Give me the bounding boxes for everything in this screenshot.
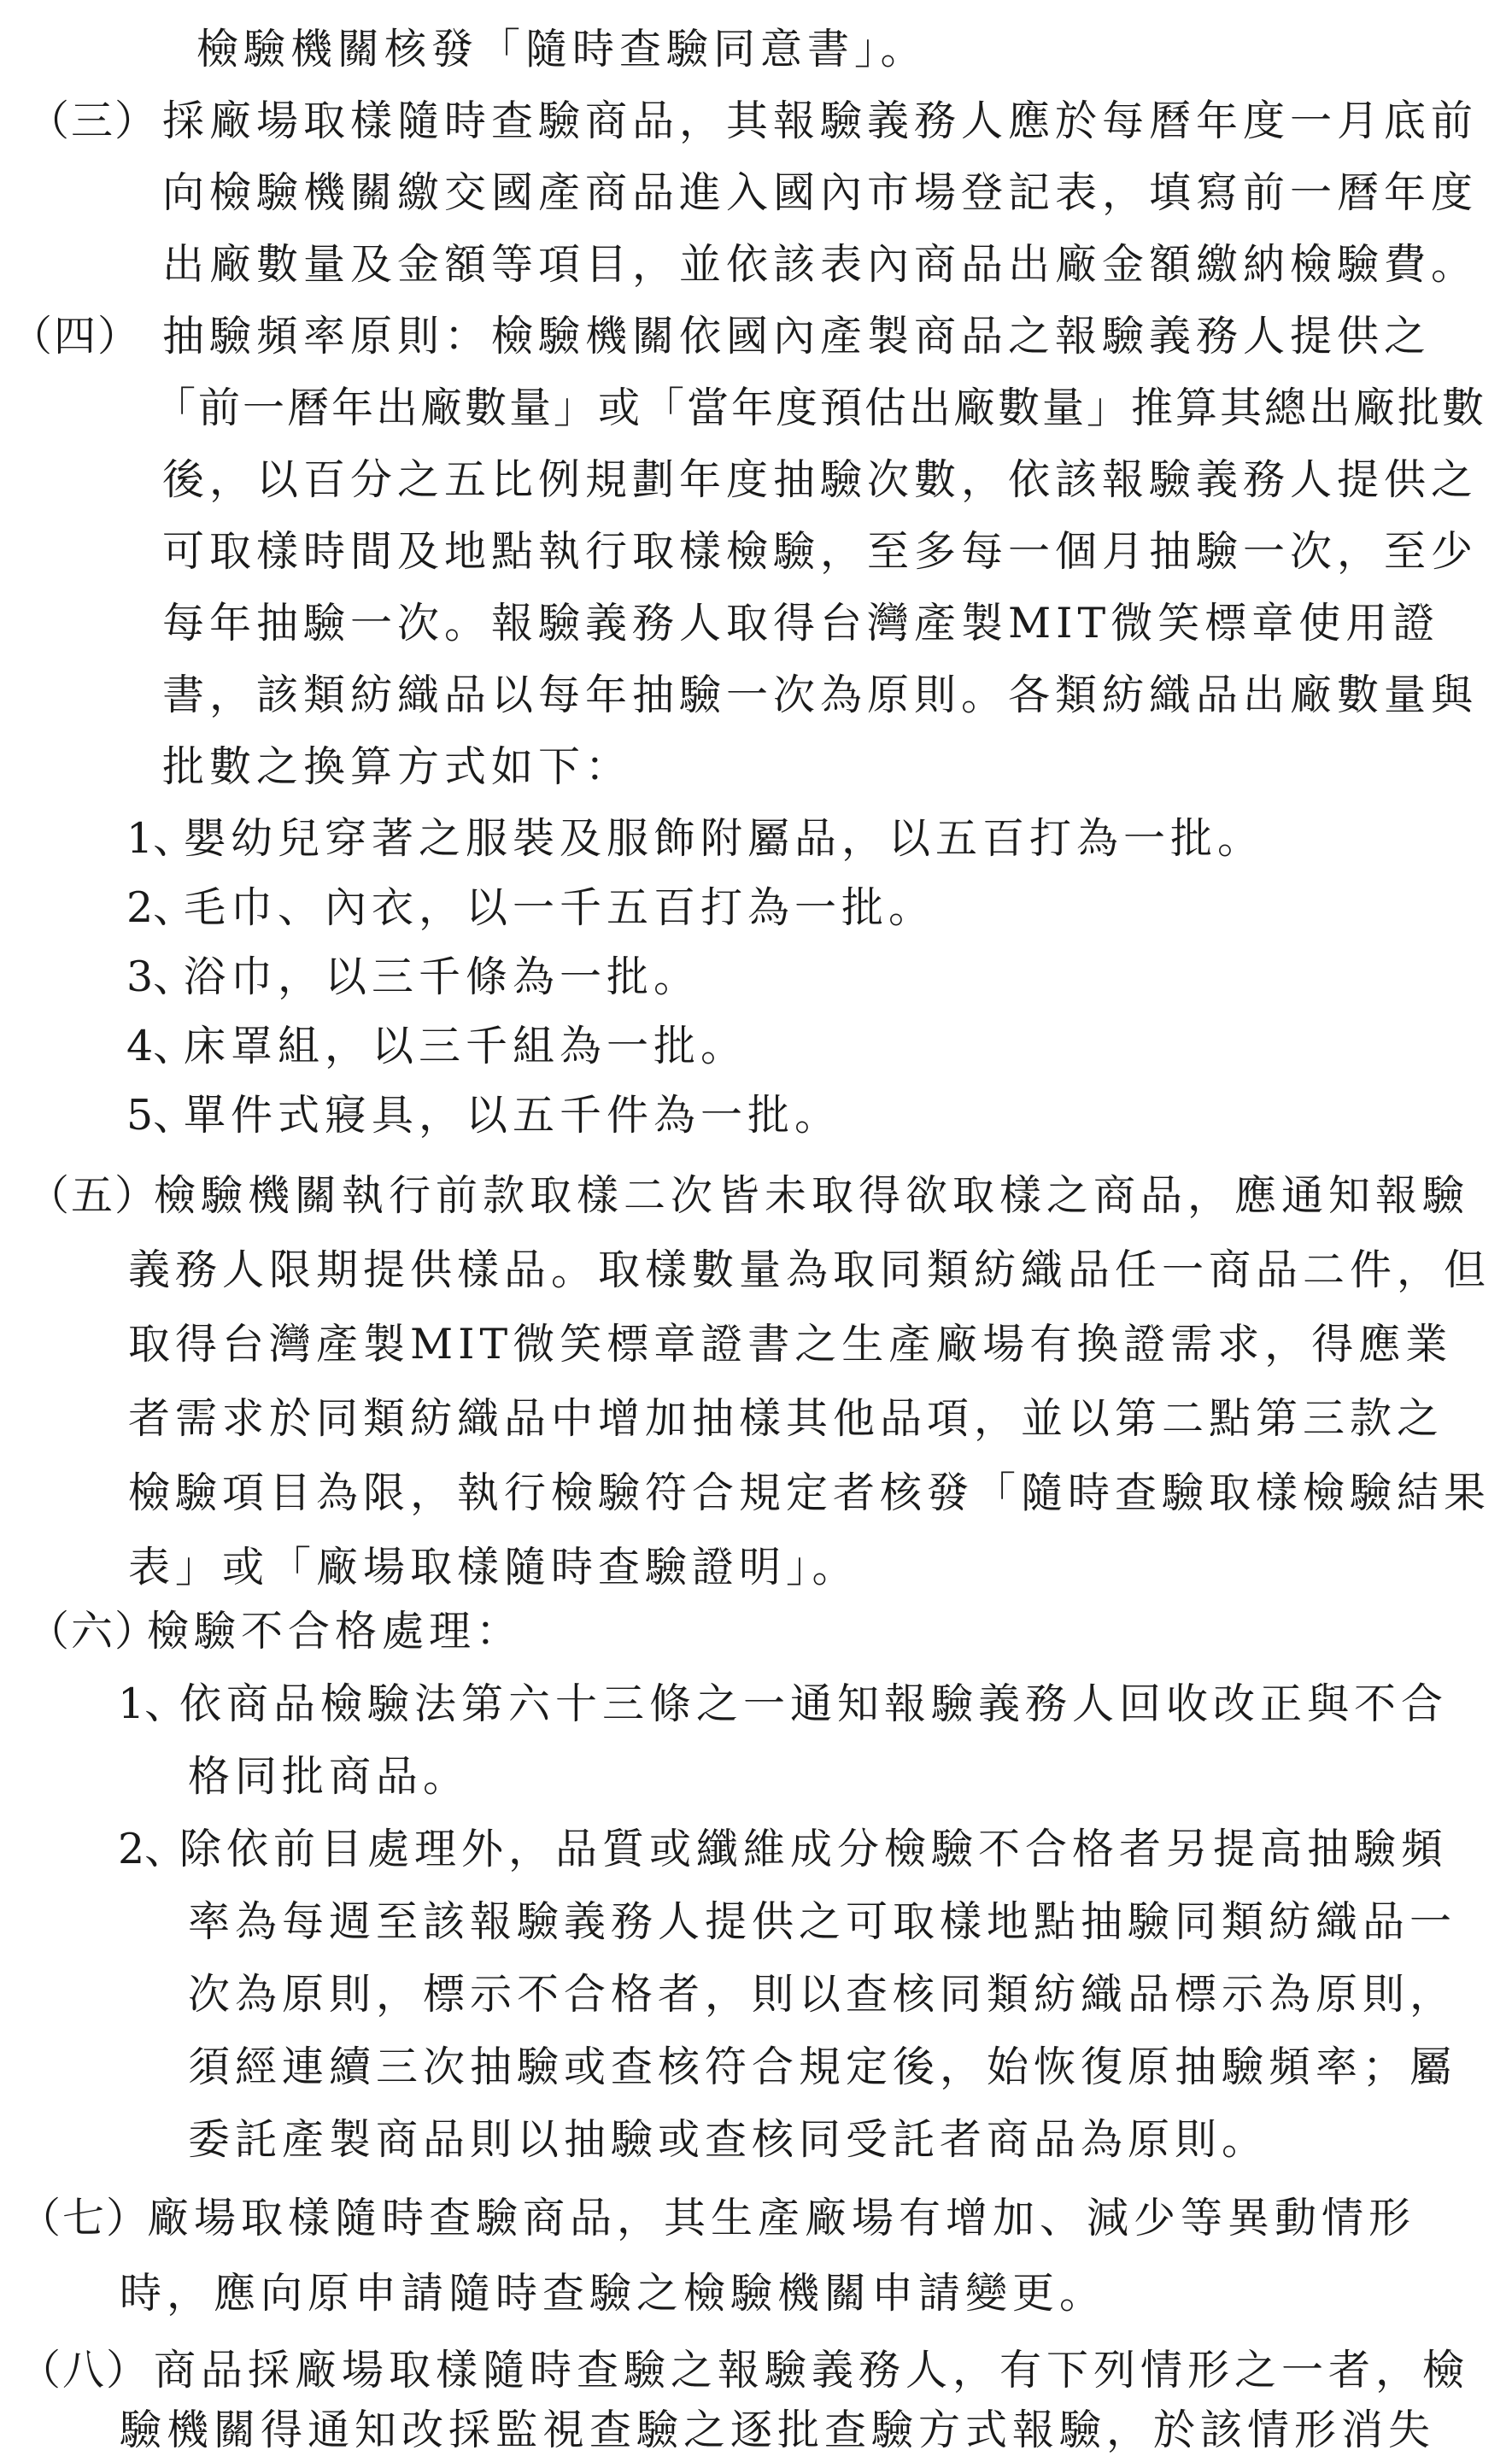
text-line: 「前一曆年出廠數量」或「當年度預估出廠數量」推算其總出廠批數 xyxy=(154,384,1487,432)
text-line: 每年抽驗一次。報驗義務人取得台灣產製MIT微笑標章使用證 xyxy=(162,599,1440,648)
text-line: 向檢驗機關繳交國產商品進入國內市場登記表，填寫前一曆年度 xyxy=(162,168,1479,217)
text-line: 時，應向原申請隨時查驗之檢驗機關申請變更。 xyxy=(120,2269,1107,2318)
text-line: 驗機關得通知改採監視查驗之逐批查驗方式報驗，於該情形消失 xyxy=(120,2406,1436,2454)
text-line: 檢驗機關核發「隨時查驗同意書」。 xyxy=(196,25,928,73)
text-line: 除依前目處理外，品質或纖維成分檢驗不合格者另提高抽驗頻 xyxy=(179,1825,1449,1873)
section-marker-7: （七） xyxy=(19,2194,150,2242)
section-marker-5: （五） xyxy=(27,1171,159,1220)
text-line: 可取樣時間及地點執行取樣檢驗，至多每一個月抽驗一次，至少 xyxy=(162,527,1479,576)
text-line: 次為原則，標示不合格者，則以查核同類紡織品標示為原則， xyxy=(188,1970,1457,2019)
text-line: 義務人限期提供樣品。取樣數量為取同類紡織品任一商品二件，但 xyxy=(128,1246,1491,1294)
item-number: 4、 xyxy=(126,1022,196,1070)
text-line: 後，以百分之五比例規劃年度抽驗次數，依該報驗義務人提供之 xyxy=(162,455,1479,504)
text-line: 格同批商品。 xyxy=(188,1752,471,1801)
text-line: 嬰幼兒穿著之服裝及服飾附屬品，以五百打為一批。 xyxy=(184,814,1265,863)
text-line: 者需求於同類紡織品中增加抽樣其他品項，並以第二點第三款之 xyxy=(128,1394,1445,1443)
item-number: 3、 xyxy=(126,953,196,1001)
text-line: 出廠數量及金額等項目，並依該表內商品出廠金額繳納檢驗費。 xyxy=(162,240,1479,289)
text-line: 書，該類紡織品以每年抽驗一次為原則。各類紡織品出廠數量與 xyxy=(162,671,1479,719)
text-line: 廠場取樣隨時查驗商品，其生產廠場有增加、減少等異動情形 xyxy=(147,2194,1416,2242)
text-line: 取得台灣產製MIT微笑標章證書之生產廠場有換證需求，得應業 xyxy=(128,1320,1453,1369)
text-line: 浴巾，以三千條為一批。 xyxy=(184,953,701,1001)
text-line: 依商品檢驗法第六十三條之一通知報驗義務人回收改正與不合 xyxy=(179,1679,1449,1728)
text-line: 床罩組，以三千組為一批。 xyxy=(184,1022,748,1070)
item-number: 5、 xyxy=(126,1091,196,1140)
text-line: 毛巾、內衣，以一千五百打為一批。 xyxy=(184,883,936,932)
text-line: 商品採廠場取樣隨時查驗之報驗義務人，有下列情形之一者，檢 xyxy=(154,2346,1470,2394)
section-marker-4: （四） xyxy=(10,312,142,360)
item-number: 2、 xyxy=(126,883,196,932)
item-number: 1、 xyxy=(126,814,196,863)
section-marker-8: （八） xyxy=(19,2346,150,2394)
item-number: 1、 xyxy=(118,1679,187,1728)
text-line: 單件式寢具，以五千件為一批。 xyxy=(184,1091,842,1140)
text-line: 率為每週至該報驗義務人提供之可取樣地點抽驗同類紡織品一 xyxy=(188,1897,1457,1946)
section-marker-6: （六） xyxy=(27,1607,159,1656)
text-line: 檢驗不合格處理： xyxy=(147,1607,524,1656)
text-line: 採廠場取樣隨時查驗商品，其報驗義務人應於每曆年度一月底前 xyxy=(162,97,1479,145)
text-line: 檢驗項目為限，執行檢驗符合規定者核發「隨時查驗取樣檢驗結果 xyxy=(128,1468,1491,1517)
text-line: 須經連續三次抽驗或查核符合規定後，始恢復原抽驗頻率；屬 xyxy=(188,2043,1457,2091)
item-number: 2、 xyxy=(118,1825,187,1873)
text-line: 委託產製商品則以抽驗或查核同受託者商品為原則。 xyxy=(188,2115,1269,2164)
text-line: 表」或「廠場取樣隨時查驗證明」。 xyxy=(128,1543,859,1591)
section-marker-3: （三） xyxy=(27,97,159,145)
text-line: 檢驗機關執行前款取樣二次皆未取得欲取樣之商品，應通知報驗 xyxy=(154,1171,1470,1220)
text-line: 抽驗頻率原則：檢驗機關依國內產製商品之報驗義務人提供之 xyxy=(162,312,1432,360)
text-line: 批數之換算方式如下： xyxy=(162,742,633,791)
